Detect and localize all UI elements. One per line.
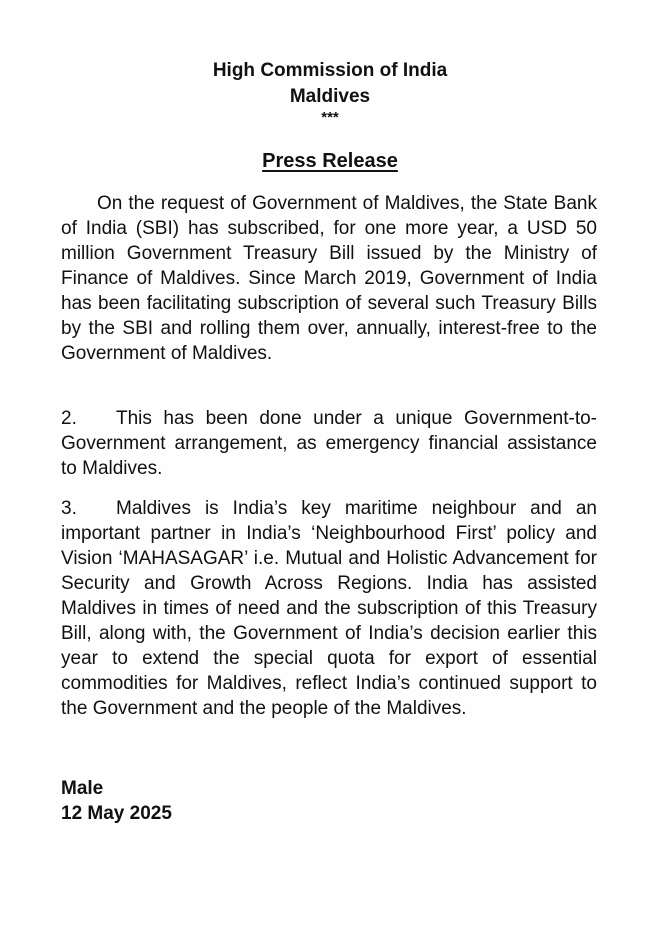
header-separator: *** [321, 109, 339, 126]
paragraph-2-number: 2. [61, 408, 77, 429]
paragraph-3-text: Maldives is India’s key maritime neighbour and an important partner in India’s ‘Neighbourhood First’ policy and Vision ‘MAHASAGAR’ i.e. Mutual and Holistic Advancement for Security and Growth Across Regions. India has assisted Maldives in times of need and the subscription of this Treasury Bill, along with, the Government of India’s decision earlier this year to extend the special quota for export of essential commodities for Maldives, reflect India’s continued support to the Government and the people of the Maldives. [61, 498, 597, 719]
paragraph-2 [61, 406, 597, 481]
paragraph-1 [61, 191, 597, 366]
country-name: Maldives [289, 86, 371, 107]
paragraph-3-number: 3. [61, 498, 77, 519]
organization-name: High Commission of India [212, 60, 448, 81]
signature-date: 12 May 2025 [61, 803, 172, 824]
signature-place: Male [61, 778, 104, 799]
paragraph-1-text: On the request of Government of Maldives, the State Bank of India (SBI) has subscribed, for one more year, a USD 50 million Government Treasury Bill issued by the Ministry of Finance of Maldives. Since March 2019, Government of India has been facilitating subscription of several such Treasury Bills by the SBI and rolling them over, annually, interest-free to the Government of Maldives. [61, 193, 597, 364]
page-title: Press Release [262, 150, 398, 172]
paragraph-3 [61, 496, 597, 721]
paragraph-2-text: This has been done under a unique Government-to-Government arrangement, as emergency financial assistance to Maldives. [61, 408, 597, 479]
